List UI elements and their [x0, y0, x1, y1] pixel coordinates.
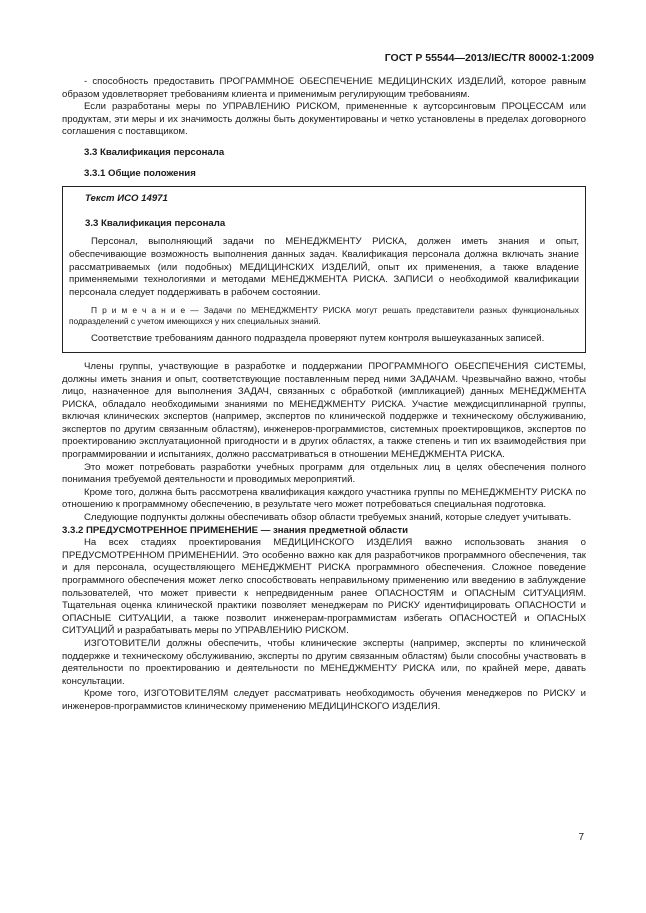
paragraph-8: ИЗГОТОВИТЕЛИ должны обеспечить, чтобы клинические эксперты (например, эксперты по клинической поддержке и техническому обслуживанию, эксперты по другим связанным областям) были способны участвовать в деятельности по проектированию и деятельности по МЕНЕДЖМЕНТУ РИСКА или, по крайней мере, давать консультации. — [62, 637, 586, 687]
iso-14971-quote-box — [62, 186, 586, 353]
paragraph-6: Следующие подпункты должны обеспечивать обзор области требуемых знаний, которые следует учитывать. — [84, 512, 572, 524]
section-heading-3-3-2 — [62, 525, 586, 538]
quote-box-note — [69, 305, 579, 327]
paragraph-2: Если разработаны меры по УПРАВЛЕНИЮ РИСКОМ, примененные к аутсорсинговым ПРОЦЕССАМ или продуктам, эти меры и их значимость должны быть документированы и четко установлены в пределах договорного соглашения с поставщиком. — [62, 101, 586, 138]
quote-box-title: Текст ИСО 14971 — [85, 193, 168, 205]
document-header: ГОСТ Р 55544—2013/IEC/TR 80002-1:2009 — [384, 52, 594, 64]
paragraph-3: Члены группы, участвующие в разработке и поддержании ПРОГРАММНОГО ОБЕСПЕЧЕНИЯ СИСТЕМЫ, должны иметь знания и опыт, соответствующие поставленным перед ними ЗАДАЧАМ. Чрезвычайно важно, чтобы лицо, назначенное для выполнения ЗАДАЧ, связанных с обработкой (импликацией) данных МЕНЕДЖМЕНТА РИСКА, обладало необходимыми знаниями по МЕНЕДЖМЕНТУ РИСКА. Участие междисциплинарной группы, включая клинических экспертов (например, экспертов по клинической поддержке и техническому обслуживанию, экспертов по другим связанным областям), инженеров-программистов, системных проектировщиков, экспертов по проектированию эксплуатационной пригодности и в других областях, а также степень и тип их взаимодействия при программировании и испытаниях, должно рассматриваться в отношении МЕНЕДЖМЕНТА РИСКА. — [62, 360, 586, 461]
paragraph-7: На всех стадиях проектирования МЕДИЦИНСКОГО ИЗДЕЛИЯ важно использовать знания о ПРЕДУСМОТРЕННОМ ПРИМЕНЕНИИ. Это особенно важно как для разработчиков программного обеспечения, так и для персонала, осуществляющего МЕНЕДЖМЕНТ РИСКА программного обеспечения. Сложное поведение программного обеспечения может легко способствовать неправильному применению или введению в заблуждение пользователей, что может привести к непредвиденным ранее ОПАСНОСТЯМ и ОПАСНЫМ СИТУАЦИЯМ. Тщательная оценка клинической практики позволяет менеджерам по РИСКУ идентифицировать ОПАСНОСТИ и ОПАСНЫЕ СИТУАЦИИ, а также позволит инженерам-программистам избегать ОПАСНОСТЕЙ и ОПАСНЫХ СИТУАЦИЙ и разрабатывать меры по УПРАВЛЕНИЮ РИСКОМ. — [62, 537, 586, 637]
section-heading-3-3-1: 3.3.1 Общие положения — [84, 167, 196, 179]
paragraph-1: - способность предоставить ПРОГРАММНОЕ ОБЕСПЕЧЕНИЕ МЕДИЦИНСКИХ ИЗДЕЛИЙ, которое равным образом удовлетворяет требованиям клиента и применимым регулирующим требованиям. — [62, 76, 586, 100]
section-heading-3-3: 3.3 Квалификация персонала — [84, 146, 225, 158]
note-text: — Задачи по МЕНЕДЖМЕНТУ РИСКА могут решать представители разных функциональных подразделений с учетом имеющихся у них специальных знаний. — [69, 305, 579, 327]
paragraph-9: Кроме того, ИЗГОТОВИТЕЛЯМ следует рассматривать необходимость обучения менеджеров по РИСКУ и инженеров-программистов клиническому применению МЕДИЦИНСКОГО ИЗДЕЛИЯ. — [62, 688, 586, 712]
quote-box-paragraph: Персонал, выполняющий задачи по МЕНЕДЖМЕНТУ РИСКА, должен иметь знания и опыт, обеспечивающие возможность выполнения данных задач. Квалификация персонала должна включать знание рассматриваемых (или подобных) МЕДИЦИНСКИХ ИЗДЕЛИЙ, опыт их применения, а также владение применяемыми технологиями и методами МЕНЕДЖМЕНТА РИСКА. ЗАПИСИ о необходимой квалификации персонала следует поддерживать в рабочем состоянии. — [69, 236, 579, 298]
page-content — [62, 76, 586, 714]
paragraph-4: Это может потребовать разработки учебных программ для отдельных лиц в целях обеспечения полного понимания требуемой деятельности и проводимых мероприятий. — [62, 461, 586, 486]
paragraph-5: Кроме того, должна быть рассмотрена квалификация каждого участника группы по МЕНЕДЖМЕНТУ РИСКА по отношению к программному обеспечению, в результате чего может потребоваться специальная подготовка. — [62, 486, 586, 511]
heading-3-3-2-rest: — знания предметной области — [258, 524, 409, 536]
page-number: 7 — [578, 832, 584, 843]
note-label: П р и м е ч а н и е — [91, 305, 186, 316]
quote-box-compliance: Соответствие требованиям данного подраздела проверяют путем контроля вышеуказанных записей. — [91, 333, 545, 345]
heading-3-3-2-term: 3.3.2 ПРЕДУСМОТРЕННОЕ ПРИМЕНЕНИЕ — [62, 524, 259, 536]
quote-box-heading: 3.3 Квалификация персонала — [85, 217, 226, 229]
